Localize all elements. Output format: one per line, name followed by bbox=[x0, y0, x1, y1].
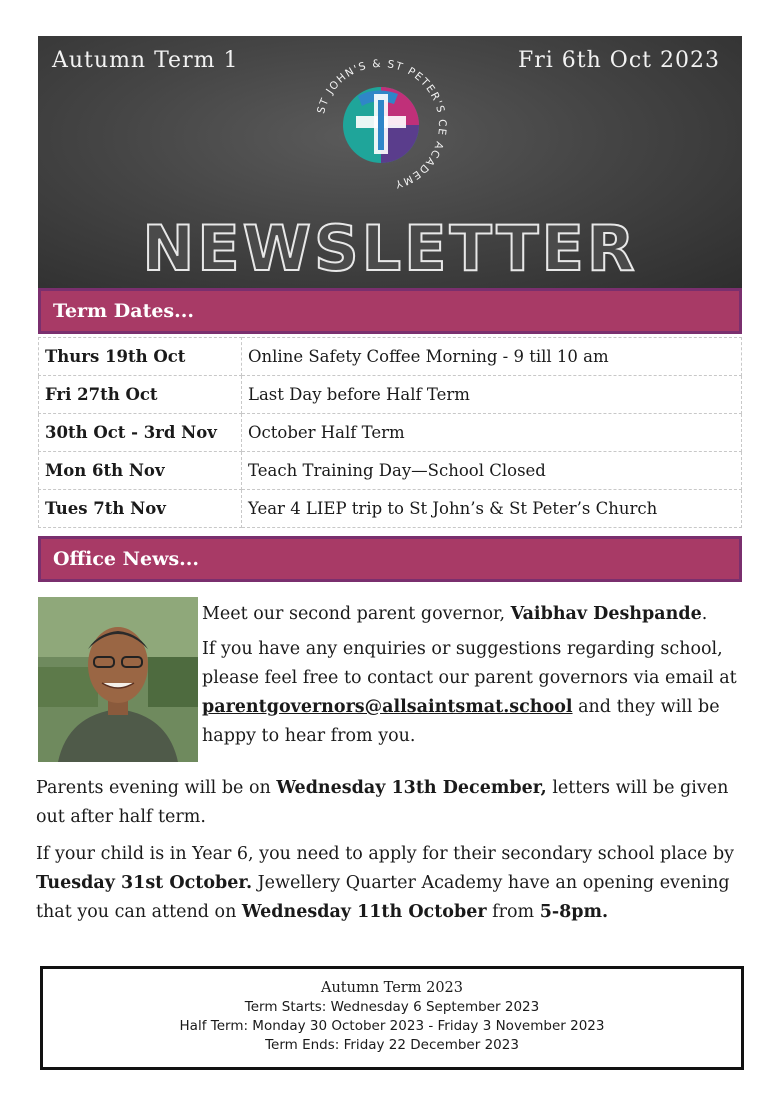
parents-evening-date: Wednesday 13th December, bbox=[276, 778, 547, 798]
event-date: Tues 7th Nov bbox=[39, 490, 242, 528]
term-summary-heading: Autumn Term 2023 bbox=[321, 980, 463, 996]
table-row bbox=[39, 490, 742, 528]
open-evening-time: 5-8pm. bbox=[539, 902, 609, 922]
event-description: Year 4 LIEP trip to St John’s & St Peter’s Church bbox=[242, 490, 742, 528]
term-label: Autumn Term 1 bbox=[52, 48, 239, 73]
parents-evening-text-end: letters will be given out after half term. bbox=[36, 778, 729, 827]
newsletter-masthead: NEWSLETTER bbox=[142, 212, 638, 285]
governor-intro-paragraph bbox=[202, 600, 747, 629]
event-description: Teach Training Day—School Closed bbox=[242, 452, 742, 490]
term-summary-box bbox=[40, 966, 744, 1070]
governor-photo bbox=[38, 597, 198, 762]
parents-evening-text: Parents evening will be on bbox=[36, 778, 277, 798]
term-starts: Term Starts: Wednesday 6 September 2023 bbox=[244, 999, 540, 1015]
academy-logo bbox=[306, 50, 456, 200]
table-row bbox=[39, 338, 742, 376]
term-dates-heading: Term Dates... bbox=[38, 288, 742, 334]
parents-evening-paragraph bbox=[36, 774, 736, 832]
header-banner bbox=[38, 36, 742, 288]
year6-deadline: Tuesday 31st October. bbox=[36, 873, 253, 893]
enquiry-text: If you have any enquiries or suggestions regarding school, please feel free to contact our parent governors via email at bbox=[202, 639, 737, 688]
half-term: Half Term: Monday 30 October 2023 - Friday 3 November 2023 bbox=[179, 1018, 605, 1034]
table-row bbox=[39, 414, 742, 452]
office-news-text bbox=[202, 600, 747, 757]
event-date: Thurs 19th Oct bbox=[39, 338, 242, 376]
event-description: Online Safety Coffee Morning - 9 till 10 am bbox=[242, 338, 742, 376]
event-date: 30th Oct - 3rd Nov bbox=[39, 414, 242, 452]
table-row bbox=[39, 452, 742, 490]
governor-end: . bbox=[701, 604, 708, 624]
year6-text-from: from bbox=[486, 902, 540, 922]
governor-intro: Meet our second parent governor, bbox=[202, 604, 511, 624]
term-dates-table bbox=[38, 337, 742, 528]
event-date: Fri 27th Oct bbox=[39, 376, 242, 414]
year6-text-mid: Jewellery Quarter Academy have an opening evening that you can attend on bbox=[36, 873, 730, 922]
governor-email-link[interactable]: parentgovernors@allsaintsmat.school bbox=[202, 697, 573, 717]
event-date: Mon 6th Nov bbox=[39, 452, 242, 490]
year6-text: If your child is in Year 6, you need to apply for their secondary school place by bbox=[36, 844, 735, 864]
table-row bbox=[39, 376, 742, 414]
office-news-heading: Office News... bbox=[38, 536, 742, 582]
year6-paragraph bbox=[36, 840, 736, 927]
enquiry-end: and they will be happy to hear from you. bbox=[202, 697, 720, 746]
issue-date: Fri 6th Oct 2023 bbox=[518, 48, 720, 73]
event-description: October Half Term bbox=[242, 414, 742, 452]
enquiry-paragraph bbox=[202, 635, 747, 751]
event-description: Last Day before Half Term bbox=[242, 376, 742, 414]
open-evening-date: Wednesday 11th October bbox=[241, 902, 487, 922]
logo-ring-text: ST JOHN'S & ST PETER'S CE ACADEMY bbox=[315, 57, 449, 191]
term-ends: Term Ends: Friday 22 December 2023 bbox=[265, 1037, 519, 1053]
governor-name: Vaibhav Deshpande bbox=[510, 604, 702, 624]
